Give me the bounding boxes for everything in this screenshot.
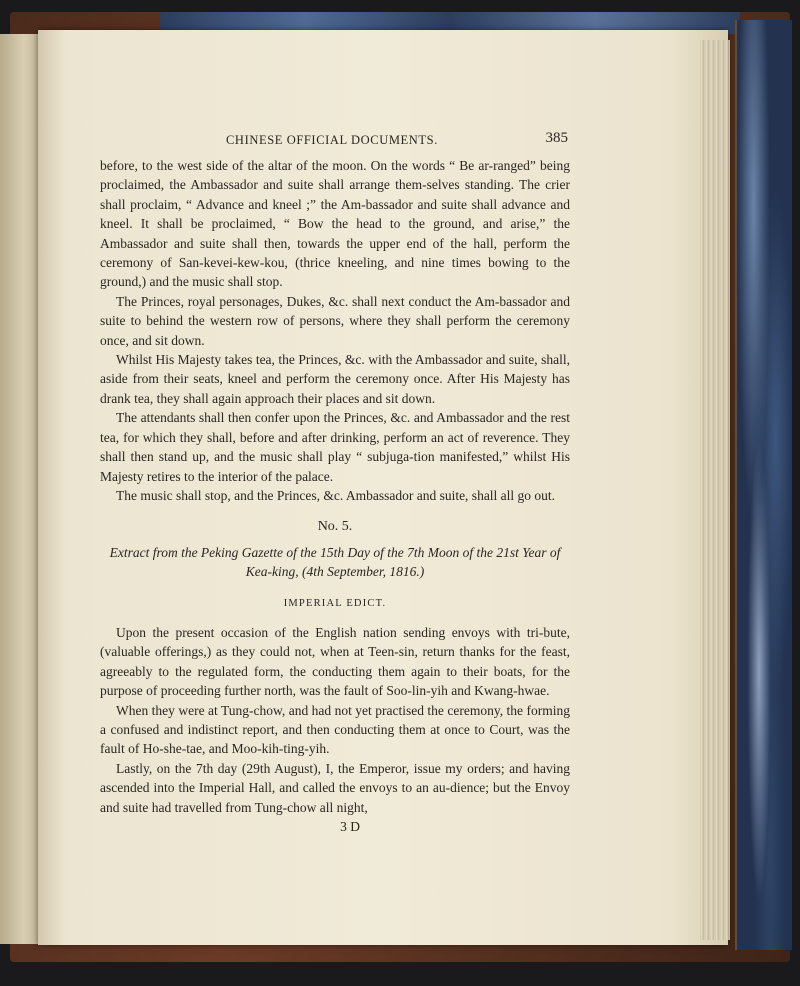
paragraph-3: Whilst His Majesty takes tea, the Princes, &c. with the Ambassador and suite, shall, aside from their seats, kneel and perform the ceremony once. After His Majesty has drank tea, they shall again approach their places and sit down.	[100, 352, 570, 406]
edict-paragraph-3: Lastly, on the 7th day (29th August), I, the Emperor, issue my orders; and having ascended into the Imperial Hall, and called the envoys to an au-dience; but the Envoy and suite had travelled from Tung-chow all night,	[100, 760, 570, 815]
edict-paragraph-2: When they were at Tung-chow, and had not yet practised the ceremony, the forming a confused and indistinct report, and then conducting them at once to Court, was the fault of Ho-she-tae, and Moo-kih-ting-yih.	[100, 702, 570, 757]
paragraph-5: The music shall stop, and the Princes, &c. Ambassador and suite, shall all go out.	[116, 487, 556, 503]
paragraph-2: The Princes, royal personages, Dukes, &c. shall next conduct the Am-bassador and suite to behind the western row of persons, where they shall perform the ceremony once, and sit down.	[100, 293, 570, 348]
page-header	[100, 128, 570, 152]
signature-mark: 3 D	[340, 819, 360, 834]
edict-paragraph-1: Upon the present occasion of the English nation sending envoys with tri-bute, (valuable offerings,) as they could not, when at Teen-sin, return thanks for the feast, agreeably to the regulated form, the conducting them again to their boats, for the purpose of proceeding further north, was the fault of Soo-lin-yih and Kwang-hwae.	[100, 624, 570, 699]
page-text-block	[100, 128, 570, 836]
left-page-edge	[0, 34, 40, 944]
page-edges-right	[700, 40, 730, 940]
marbled-cover-right	[735, 20, 792, 950]
running-title: CHINESE OFFICIAL DOCUMENTS.	[226, 133, 438, 147]
section-number: No. 5.	[317, 519, 353, 535]
page-number: 385	[545, 130, 568, 146]
extract-title: Extract from the Peking Gazette of the 15th Day of the 7th Moon of the 21st Year of Kea-king, (4th September, 1816.)	[109, 544, 561, 580]
paragraph-1: before, to the west side of the altar of the moon. On the words “ Be ar-ranged” being proclaimed, the Ambassador and suite shall arrange them-selves standing. The crier shall proclaim, “ Advance and kneel ;” the Am-bassador and suite shall advance and kneel. It shall be proclaimed, “ Bow the head to the ground, and arise,” the Ambassador and suite shall then, towards the upper end of the hall, perform the ceremony of San-kevei-kew-kou, (thrice kneeling, and nine times bowing to the ground,) and the music shall stop.	[100, 158, 570, 290]
paragraph-4: The attendants shall then confer upon the Princes, &c. and Ambassador and the rest tea, for which they shall, before and after drinking, perform an act of reverence. They shall then stand up, and the music shall play “ subjuga-tion manifested,” whilst His Majesty retires to the interior of the palace.	[100, 410, 570, 484]
edict-heading: IMPERIAL EDICT.	[283, 597, 387, 609]
